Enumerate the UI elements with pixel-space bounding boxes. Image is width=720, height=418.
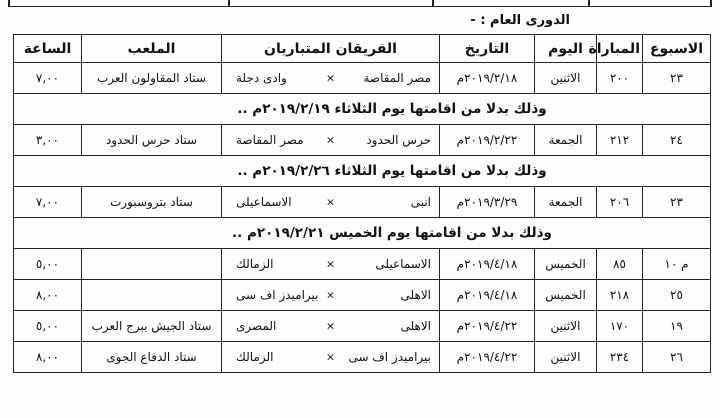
team-home: مصر المقاصة	[363, 71, 431, 85]
team-away: المصرى	[236, 319, 277, 333]
versus-mark: ×	[325, 350, 336, 364]
day-cell: الجمعة	[535, 187, 597, 218]
col-date-header: التاريخ	[440, 35, 535, 63]
teams-cell	[222, 342, 440, 373]
stadium-cell: ستاد الجيش ببرج العرب	[82, 311, 222, 342]
versus-mark: ×	[325, 319, 336, 333]
team-home: الاسماعيلى	[375, 257, 431, 271]
note-text: وذلك بدلا من اقامتها يوم الخميس ٢٠١٩/٢/٢١م ..	[232, 225, 552, 241]
col-match-header: المباراة	[597, 35, 643, 63]
time-cell: ٣,٠٠	[14, 125, 82, 156]
team-home: الاهلى	[400, 288, 431, 302]
match-number-cell: ٢١٢	[597, 125, 643, 156]
day-cell: الجمعة	[535, 125, 597, 156]
week-cell: ٢٣	[643, 63, 711, 94]
day-cell: الاثنين	[535, 63, 597, 94]
match-number-cell: ٢٠٦	[597, 187, 643, 218]
match-row	[14, 63, 711, 94]
top-rule-tick	[432, 0, 434, 6]
week-cell: ٢٣	[643, 187, 711, 218]
note-cell	[14, 218, 711, 249]
top-rule-tick	[8, 0, 10, 6]
week-cell: ٢٤	[643, 125, 711, 156]
team-home: بيراميدز اف سى	[348, 350, 431, 364]
col-day-header: اليوم	[535, 35, 597, 63]
versus-mark: ×	[325, 133, 336, 147]
team-away: مصر المقاصة	[236, 133, 304, 147]
team-home: حرس الحدود	[366, 133, 431, 147]
date-cell: ٢٠١٩/٤/١٨م	[440, 249, 535, 280]
match-number-cell: ٨٥	[597, 249, 643, 280]
col-teams-header: الفريقان المتباريان	[222, 35, 440, 63]
teams-cell	[222, 125, 440, 156]
team-away: الزمالك	[236, 257, 274, 271]
note-row	[14, 156, 711, 187]
col-stadium-header: الملعب	[82, 35, 222, 63]
day-cell: الخميس	[535, 280, 597, 311]
stadium-cell: ستاد حرس الحدود	[82, 125, 222, 156]
match-number-cell: ٢٣٤	[597, 342, 643, 373]
team-home: الاهلى	[400, 319, 431, 333]
versus-mark: ×	[325, 288, 336, 302]
team-away: الزمالك	[236, 350, 274, 364]
date-cell: ٢٠١٩/٣/٢٩م	[440, 187, 535, 218]
stadium-cell	[82, 280, 222, 311]
versus-mark: ×	[325, 195, 336, 209]
header-row	[14, 35, 711, 63]
teams-cell	[222, 249, 440, 280]
note-text: وذلك بدلا من اقامتها يوم الثلاثاء ٢٠١٩/٢/٢٦م ..	[237, 163, 547, 179]
time-cell: ٧,٠٠	[14, 63, 82, 94]
note-row	[14, 218, 711, 249]
date-cell: ٢٠١٩/٤/٢٢م	[440, 342, 535, 373]
stadium-cell: ستاد الدفاع الجوى	[82, 342, 222, 373]
match-number-cell: ١٧٠	[597, 311, 643, 342]
date-cell: ٢٠١٩/٤/٢٢م	[440, 311, 535, 342]
top-rule-tick	[710, 0, 712, 6]
col-week-header: الاسبوع	[643, 35, 711, 63]
day-cell: الاثنين	[535, 342, 597, 373]
date-cell: ٢٠١٩/٤/١٨م	[440, 280, 535, 311]
note-text: وذلك بدلا من اقامتها يوم الثلاثاء ٢٠١٩/٢/١٩م ..	[237, 101, 547, 117]
section-heading: الدورى العام : -	[470, 13, 570, 28]
top-rule	[8, 0, 712, 7]
week-cell: ٢٥	[643, 280, 711, 311]
time-cell: ٨,٠٠	[14, 280, 82, 311]
teams-cell	[222, 187, 440, 218]
team-away: وادى دجلة	[236, 71, 287, 85]
time-cell: ٨,٠٠	[14, 342, 82, 373]
schedule-table	[13, 34, 711, 373]
team-away: بيراميدز اف سى	[236, 288, 319, 302]
note-cell	[14, 156, 711, 187]
stadium-cell: ستاد المقاولون العرب	[82, 63, 222, 94]
week-cell: ١٩	[643, 311, 711, 342]
team-away: الاسماعيلى	[236, 195, 292, 209]
team-home: انبى	[410, 195, 431, 209]
match-row	[14, 249, 711, 280]
teams-cell	[222, 280, 440, 311]
match-row	[14, 311, 711, 342]
top-rule-tick	[228, 0, 230, 6]
match-row	[14, 280, 711, 311]
stadium-cell: ستاد بتروسبورت	[82, 187, 222, 218]
time-cell: ٥,٠٠	[14, 249, 82, 280]
day-cell: الاثنين	[535, 311, 597, 342]
col-time-header: الساعة	[14, 35, 82, 63]
note-cell	[14, 94, 711, 125]
teams-cell	[222, 311, 440, 342]
date-cell: ٢٠١٩/٢/١٨م	[440, 63, 535, 94]
versus-mark: ×	[325, 257, 336, 271]
date-cell: ٢٠١٩/٢/٢٢م	[440, 125, 535, 156]
top-rule-tick	[588, 0, 590, 6]
teams-cell	[222, 63, 440, 94]
match-number-cell: ٢١٨	[597, 280, 643, 311]
versus-mark: ×	[325, 71, 336, 85]
match-row	[14, 342, 711, 373]
week-cell: ٢٦	[643, 342, 711, 373]
day-cell: الخميس	[535, 249, 597, 280]
note-row	[14, 94, 711, 125]
time-cell: ٧,٠٠	[14, 187, 82, 218]
stadium-cell	[82, 249, 222, 280]
time-cell: ٥,٠٠	[14, 311, 82, 342]
match-row	[14, 187, 711, 218]
match-row	[14, 125, 711, 156]
week-cell: م ١٠	[643, 249, 711, 280]
match-number-cell: ٢٠٠	[597, 63, 643, 94]
